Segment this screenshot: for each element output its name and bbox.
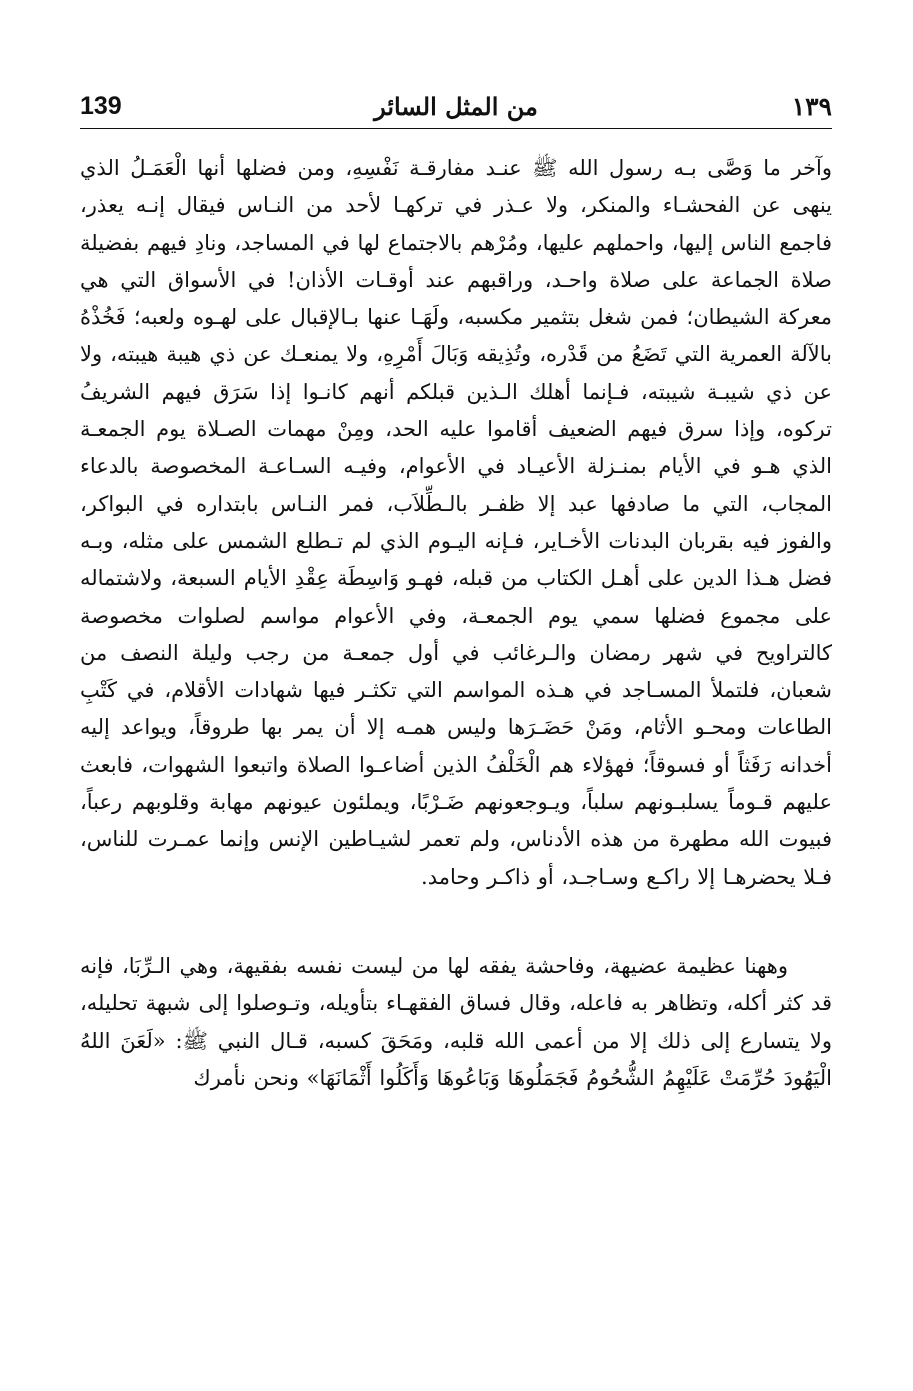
page-header [80,92,832,132]
paragraph: وآخر ما وَصَّى بـه رسول الله ﷺ عنـد مفارقـة نَفْسِهِ، ومن فضلها أنها الْعَمَـلُ الذي ينهى عن الفحشـاء والمنكر، ولا عـذر في تركهـا لأحد من النـاس فيقال إنـه يعذر، فاجمع الناس إليها، واحملهم عليها، ومُرْهم بالاجتماع لها في المساجد، ونادِ فيهم بفضيلة صلاة الجماعة على صلاة واحـد، وراقبهم عند أوقـات الأذان! في الأسواق التي هي معركة الشيطان؛ فمن شغل بتثمير مكسبه، ولَهَـا عنها بـالإقبال على لهـوه ولعبه؛ فَخُذْهُ بالآلة العمرية التي تَضَعُ من قَدْره، وتُذِيقه وَبَالَ أَمْرِهِ، ولا يمنعـك عن ذي هيبة هيبته، ولا عن ذي شيبـة شيبته، فـإنما أهلك الـذين قبلكم أنهم كانـوا إذا سَرَق فيهم الشريفُ تركوه، وإذا سرق فيهم الضعيف أقاموا عليه الحد، ومِنْ مهمات الصـلاة يوم الجمعـة الذي هـو في الأيام بمنـزلة الأعيـاد في الأعوام، وفيـه السـاعـة المخصوصة بالدعاء المجاب، التي ما صادفها عبد إلا ظفـر بالـطِّلاَب، فمر النـاس بابتداره في البواكر، والفوز فيه بقربان البدنات الأخـاير، فـإنه اليـوم الذي لم تـطلع الشمس على مثله، وبـه فضل هـذا الدين على أهـل الكتاب من قبله، فهـو وَاسِطَة عِقْدِ الأيام السبعة، ولاشتماله على مجموع فضلها سمي يوم الجمعـة، وفي الأعوام مواسم لصلوات مخصوصة كالتراويح في شهر رمضان والـرغائب في أول جمعـة من رجب وليلة النصف من شعبان، فلتملأ المسـاجد في هـذه المواسم التي تكثـر فيها شهادات الأقلام، في كَتْبِ الطاعات ومحـو الأثام، ومَنْ حَضَـرَها وليس همـه إلا أن يمر بها طروقاً، ويواعد إليه أخدانه رَفَثاً أو فسوقاً؛ فهؤلاء هم الْخَلْفُ الذين أضاعـوا الصلاة واتبعوا الشهوات، فابعث عليهم قـوماً يسلبـونهم سلباً، ويـوجعونهم ضَـرْبًا، ويملئون عيونهم مهابة وقلوبهم رعباً، فبيوت الله مطهرة من هذه الأدناس، ولم تعمر لشيـاطين الإنس وإنما عمـرت للناس، فـلا يحضرهـا إلا راكـع وسـاجـد، أو ذاكـر وحامد. [80,156,832,889]
running-title: من المثل السائر [374,92,538,121]
body-text [80,150,832,1097]
header-rule [80,128,832,129]
paragraph: وههنا عظيمة عضيهة، وفاحشة يفقه لها من ليست نفسه بفقيهة، وهي الـرِّبَا، فإنه قد كثر أكله، وتظاهر به فاعله، وقال فساق الفقهـاء بتأويله، وتـوصلوا إلى شبهة تحليله، ولا يتسارع إلى ذلك إلا من أعمى الله قلبه، ومَحَقَ كسبه، قـال النبي ﷺ: «لَعَنَ اللهُ الْيَهُودَ حُرِّمَتْ عَلَيْهِمُ الشُّحُومُ فَجَمَلُوهَا وَبَاعُوهَا وَأَكَلُوا أَثْمَانَهَا» ونحن نأمرك [80,953,832,1090]
page-number-arabic: ١٣٩ [791,92,832,121]
page-number-latin: 139 [80,92,122,120]
